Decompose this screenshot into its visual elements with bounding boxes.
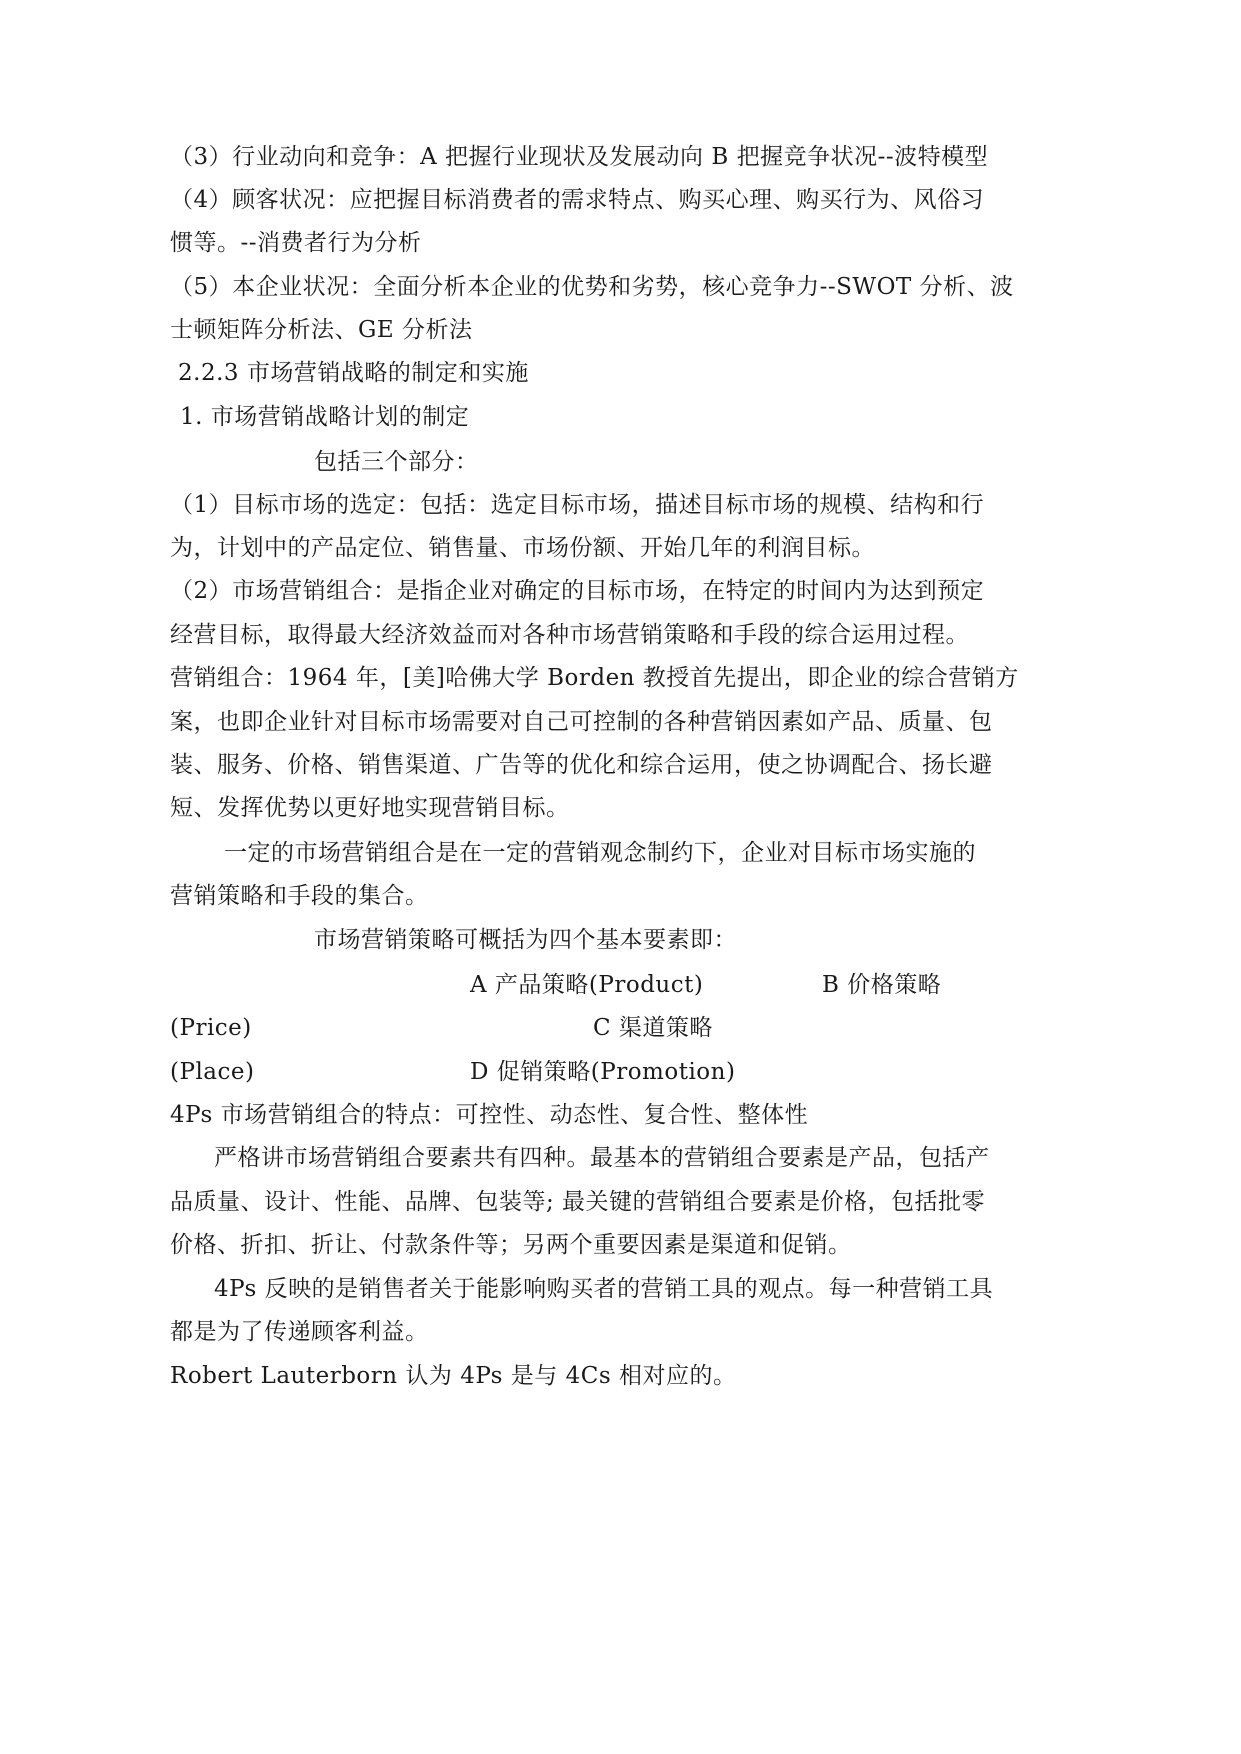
text-line: 为，计划中的产品定位、销售量、市场份额、开始几年的利润目标。 (170, 535, 875, 561)
text-line: 市场营销策略可概括为四个基本要素即： (314, 927, 737, 953)
text-line: 包括三个部分： (314, 449, 479, 475)
text-line: 严格讲市场营销组合要素共有四种。最基本的营销组合要素是产品，包括产 (214, 1145, 990, 1171)
text-line: 营销策略和手段的集合。 (170, 883, 429, 909)
text-line: 4Ps 反映的是销售者关于能影响购买者的营销工具的观点。每一种营销工具 (214, 1276, 994, 1302)
text-line: 士顿矩阵分析法、GE 分析法 (170, 317, 473, 343)
text-line: 4Ps 市场营销组合的特点：可控性、动态性、复合性、整体性 (170, 1102, 809, 1128)
text-line: A 产品策略(Product) (470, 972, 704, 998)
text-line: （4）顾客状况：应把握目标消费者的需求特点、购买心理、购买行为、风俗习 (170, 187, 985, 213)
text-line: （5）本企业状况：全面分析本企业的优势和劣势，核心竞争力--SWOT 分析、波 (170, 274, 1014, 300)
text-line: B 价格策略 (822, 972, 942, 998)
text-line: 案，也即企业针对目标市场需要对自己可控制的各种营销因素如产品、质量、包 (170, 709, 993, 735)
text-line: （3）行业动向和竞争：A 把握行业现状及发展动向 B 把握竞争状况--波特模型 (170, 144, 989, 170)
text-line: D 促销策略(Promotion) (470, 1059, 736, 1085)
text-line: 都是为了传递顾客利益。 (170, 1319, 429, 1345)
text-line: 经营目标，取得最大经济效益而对各种市场营销策略和手段的综合运用过程。 (170, 622, 969, 648)
text-line: 营销组合：1964 年，[美]哈佛大学 Borden 教授首先提出，即企业的综合营销方 (170, 665, 1019, 691)
text-line: Robert Lauterborn 认为 4Ps 是与 4Cs 相对应的。 (170, 1363, 737, 1389)
text-line: (Place) (170, 1059, 255, 1085)
text-line: 短、发挥优势以更好地实现营销目标。 (170, 795, 570, 821)
section-heading: 2.2.3 市场营销战略的制定和实施 (178, 360, 529, 386)
text-line: （1）目标市场的选定：包括：选定目标市场，描述目标市场的规模、结构和行 (170, 492, 985, 518)
text-line: 一定的市场营销组合是在一定的营销观念制约下，企业对目标市场实施的 (224, 840, 976, 866)
text-line: C 渠道策略 (593, 1015, 713, 1041)
text-line: 装、服务、价格、销售渠道、广告等的优化和综合运用，使之协调配合、扬长避 (170, 752, 993, 778)
text-line: (Price) (170, 1015, 252, 1041)
text-line: 惯等。--消费者行为分析 (170, 230, 422, 256)
text-line: （2）市场营销组合：是指企业对确定的目标市场，在特定的时间内为达到预定 (170, 578, 985, 604)
text-line: 价格、折扣、折让、付款条件等；另两个重要因素是渠道和促销。 (170, 1232, 852, 1258)
text-line: 品质量、设计、性能、品牌、包装等; 最关键的营销组合要素是价格，包括批零 (170, 1189, 986, 1215)
subsection-heading: 1. 市场营销战略计划的制定 (180, 404, 470, 430)
